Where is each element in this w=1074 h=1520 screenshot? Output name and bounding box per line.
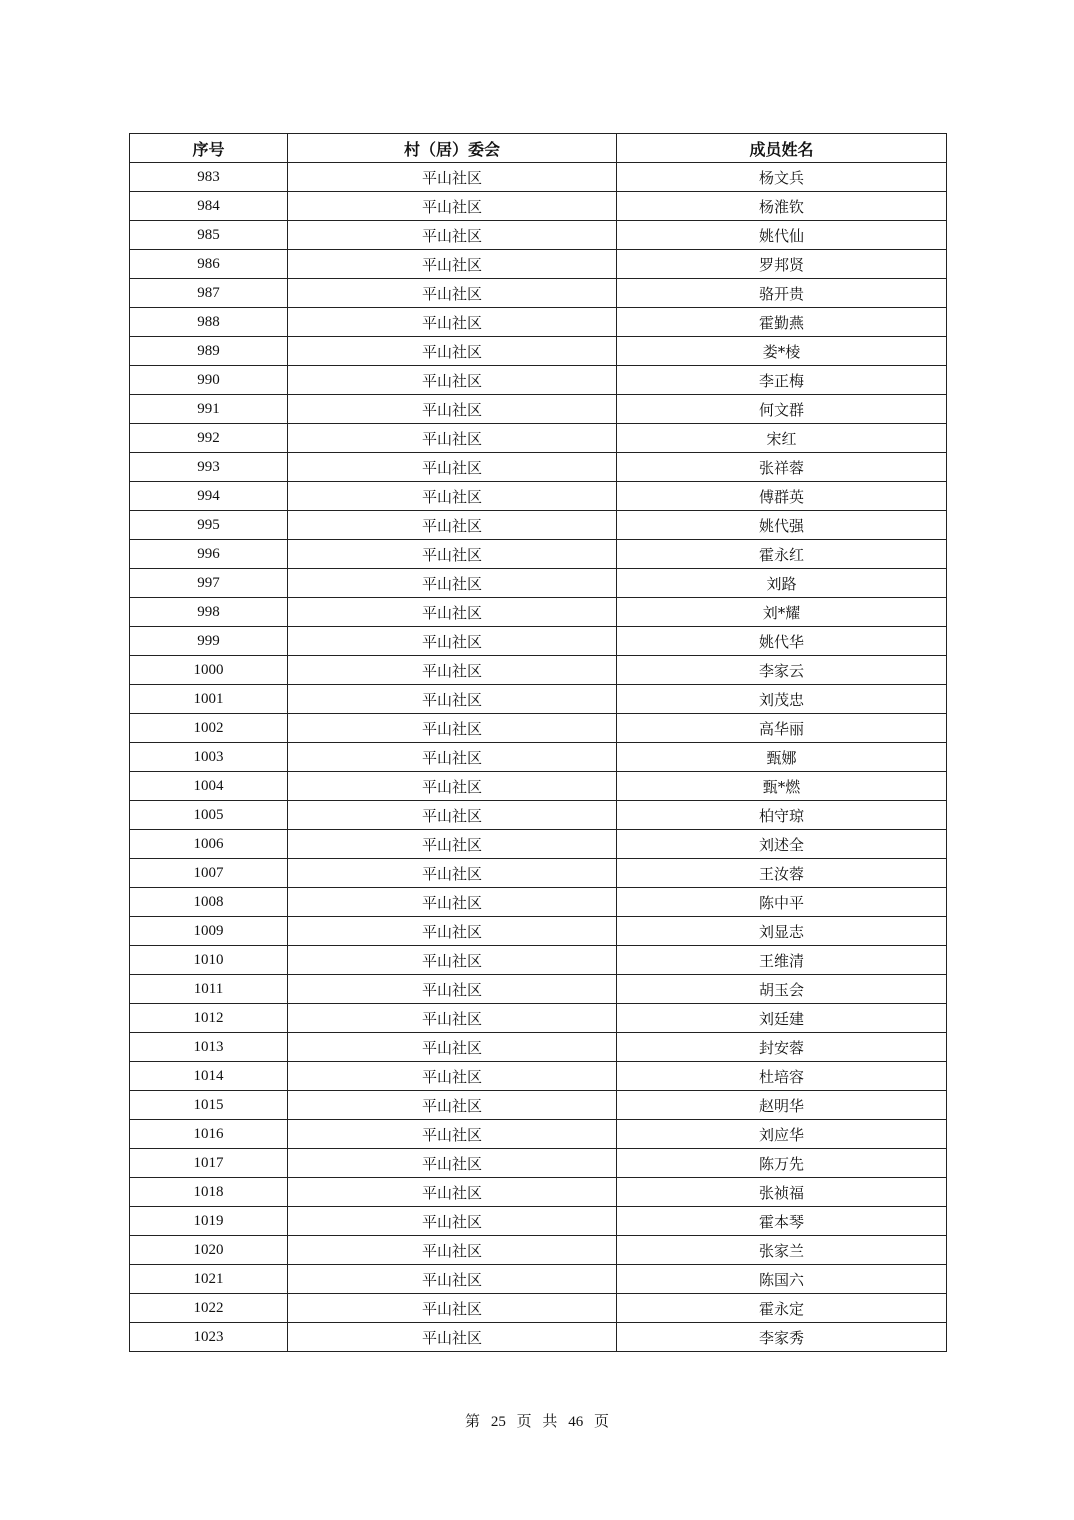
member-name-cell: 李正梅 xyxy=(617,366,947,395)
serial-number-cell: 1019 xyxy=(130,1207,288,1236)
member-name-cell: 娄*棱 xyxy=(617,337,947,366)
committee-cell: 平山社区 xyxy=(288,1236,617,1265)
serial-number-cell: 1003 xyxy=(130,743,288,772)
member-name-cell: 胡玉会 xyxy=(617,975,947,1004)
member-name-cell: 甄娜 xyxy=(617,743,947,772)
table-row xyxy=(130,1236,947,1265)
serial-number-cell: 998 xyxy=(130,598,288,627)
header-committee: 村（居）委会 xyxy=(288,134,617,163)
member-name-cell: 刘显志 xyxy=(617,917,947,946)
table-row xyxy=(130,772,947,801)
committee-cell: 平山社区 xyxy=(288,1265,617,1294)
member-name-cell: 刘*耀 xyxy=(617,598,947,627)
serial-number-cell: 996 xyxy=(130,540,288,569)
footer-total-unit: 页 xyxy=(593,1412,609,1430)
table-row xyxy=(130,337,947,366)
committee-cell: 平山社区 xyxy=(288,1062,617,1091)
serial-number-cell: 997 xyxy=(130,569,288,598)
committee-cell: 平山社区 xyxy=(288,1120,617,1149)
committee-cell: 平山社区 xyxy=(288,395,617,424)
member-name-cell: 王汝蓉 xyxy=(617,859,947,888)
committee-cell: 平山社区 xyxy=(288,366,617,395)
footer-page-number: 25 xyxy=(490,1414,506,1430)
member-name-cell: 刘茂忠 xyxy=(617,685,947,714)
table-row xyxy=(130,250,947,279)
member-name-cell: 何文群 xyxy=(617,395,947,424)
member-name-cell: 霍勤燕 xyxy=(617,308,947,337)
committee-cell: 平山社区 xyxy=(288,1033,617,1062)
serial-number-cell: 1023 xyxy=(130,1323,288,1352)
table-row xyxy=(130,888,947,917)
serial-number-cell: 1020 xyxy=(130,1236,288,1265)
committee-cell: 平山社区 xyxy=(288,424,617,453)
table-row xyxy=(130,1062,947,1091)
member-name-cell: 姚代华 xyxy=(617,627,947,656)
member-name-cell: 傅群英 xyxy=(617,482,947,511)
member-name-cell: 陈国六 xyxy=(617,1265,947,1294)
table-row xyxy=(130,453,947,482)
serial-number-cell: 1015 xyxy=(130,1091,288,1120)
table-row xyxy=(130,540,947,569)
member-name-cell: 刘述全 xyxy=(617,830,947,859)
committee-cell: 平山社区 xyxy=(288,801,617,830)
table-row xyxy=(130,917,947,946)
committee-cell: 平山社区 xyxy=(288,1149,617,1178)
member-name-cell: 姚代强 xyxy=(617,511,947,540)
serial-number-cell: 984 xyxy=(130,192,288,221)
serial-number-cell: 1022 xyxy=(130,1294,288,1323)
serial-number-cell: 1009 xyxy=(130,917,288,946)
committee-cell: 平山社区 xyxy=(288,859,617,888)
committee-cell: 平山社区 xyxy=(288,569,617,598)
table-row xyxy=(130,1004,947,1033)
serial-number-cell: 992 xyxy=(130,424,288,453)
serial-number-cell: 999 xyxy=(130,627,288,656)
member-name-cell: 刘路 xyxy=(617,569,947,598)
table-body xyxy=(130,163,947,1352)
member-name-cell: 柏守琼 xyxy=(617,801,947,830)
header-row xyxy=(130,134,947,163)
member-name-cell: 张祥蓉 xyxy=(617,453,947,482)
table-row xyxy=(130,975,947,1004)
serial-number-cell: 991 xyxy=(130,395,288,424)
member-name-cell: 姚代仙 xyxy=(617,221,947,250)
table-row xyxy=(130,192,947,221)
committee-cell: 平山社区 xyxy=(288,221,617,250)
table-row xyxy=(130,1149,947,1178)
serial-number-cell: 983 xyxy=(130,163,288,192)
table-row xyxy=(130,163,947,192)
committee-cell: 平山社区 xyxy=(288,337,617,366)
serial-number-cell: 1008 xyxy=(130,888,288,917)
table-row xyxy=(130,221,947,250)
serial-number-cell: 1001 xyxy=(130,685,288,714)
committee-cell: 平山社区 xyxy=(288,946,617,975)
serial-number-cell: 995 xyxy=(130,511,288,540)
committee-cell: 平山社区 xyxy=(288,308,617,337)
table-row xyxy=(130,482,947,511)
table-row xyxy=(130,801,947,830)
member-name-cell: 赵明华 xyxy=(617,1091,947,1120)
table-row xyxy=(130,308,947,337)
committee-cell: 平山社区 xyxy=(288,540,617,569)
table-row xyxy=(130,859,947,888)
committee-cell: 平山社区 xyxy=(288,1323,617,1352)
committee-cell: 平山社区 xyxy=(288,453,617,482)
serial-number-cell: 985 xyxy=(130,221,288,250)
serial-number-cell: 1018 xyxy=(130,1178,288,1207)
header-member-name: 成员姓名 xyxy=(617,134,947,163)
serial-number-cell: 1007 xyxy=(130,859,288,888)
table-row xyxy=(130,569,947,598)
serial-number-cell: 1014 xyxy=(130,1062,288,1091)
committee-cell: 平山社区 xyxy=(288,888,617,917)
member-name-cell: 王维清 xyxy=(617,946,947,975)
table-row xyxy=(130,685,947,714)
serial-number-cell: 988 xyxy=(130,308,288,337)
committee-cell: 平山社区 xyxy=(288,192,617,221)
serial-number-cell: 989 xyxy=(130,337,288,366)
member-name-cell: 张祯福 xyxy=(617,1178,947,1207)
table-row xyxy=(130,946,947,975)
serial-number-cell: 1016 xyxy=(130,1120,288,1149)
member-name-cell: 杨文兵 xyxy=(617,163,947,192)
page-footer xyxy=(0,1410,1074,1431)
table-row xyxy=(130,395,947,424)
serial-number-cell: 1012 xyxy=(130,1004,288,1033)
member-name-cell: 李家云 xyxy=(617,656,947,685)
member-name-cell: 刘应华 xyxy=(617,1120,947,1149)
table-row xyxy=(130,511,947,540)
table-header xyxy=(130,134,947,163)
committee-cell: 平山社区 xyxy=(288,1091,617,1120)
table-row xyxy=(130,1033,947,1062)
serial-number-cell: 993 xyxy=(130,453,288,482)
table-row xyxy=(130,1265,947,1294)
committee-cell: 平山社区 xyxy=(288,917,617,946)
table-row xyxy=(130,1323,947,1352)
table-row xyxy=(130,627,947,656)
member-name-cell: 杨淮钦 xyxy=(617,192,947,221)
table-row xyxy=(130,830,947,859)
serial-number-cell: 1017 xyxy=(130,1149,288,1178)
committee-cell: 平山社区 xyxy=(288,772,617,801)
committee-cell: 平山社区 xyxy=(288,511,617,540)
serial-number-cell: 1002 xyxy=(130,714,288,743)
footer-total-label: 共 xyxy=(542,1412,558,1430)
committee-cell: 平山社区 xyxy=(288,714,617,743)
table-row xyxy=(130,424,947,453)
committee-cell: 平山社区 xyxy=(288,250,617,279)
table-row xyxy=(130,714,947,743)
member-name-cell: 霍永红 xyxy=(617,540,947,569)
member-name-cell: 陈万先 xyxy=(617,1149,947,1178)
table-row xyxy=(130,598,947,627)
serial-number-cell: 1021 xyxy=(130,1265,288,1294)
table-row xyxy=(130,1178,947,1207)
serial-number-cell: 986 xyxy=(130,250,288,279)
serial-number-cell: 990 xyxy=(130,366,288,395)
member-name-cell: 张家兰 xyxy=(617,1236,947,1265)
member-name-cell: 李家秀 xyxy=(617,1323,947,1352)
member-name-cell: 罗邦贤 xyxy=(617,250,947,279)
member-name-cell: 甄*燃 xyxy=(617,772,947,801)
committee-cell: 平山社区 xyxy=(288,163,617,192)
member-name-cell: 霍永定 xyxy=(617,1294,947,1323)
table-row xyxy=(130,1091,947,1120)
committee-cell: 平山社区 xyxy=(288,598,617,627)
member-table xyxy=(129,133,947,1352)
committee-cell: 平山社区 xyxy=(288,1294,617,1323)
serial-number-cell: 1011 xyxy=(130,975,288,1004)
table-row xyxy=(130,743,947,772)
serial-number-cell: 987 xyxy=(130,279,288,308)
serial-number-cell: 1000 xyxy=(130,656,288,685)
header-serial-number: 序号 xyxy=(130,134,288,163)
footer-page-unit: 页 xyxy=(516,1412,532,1430)
serial-number-cell: 1013 xyxy=(130,1033,288,1062)
table-row xyxy=(130,279,947,308)
committee-cell: 平山社区 xyxy=(288,975,617,1004)
member-name-cell: 骆开贵 xyxy=(617,279,947,308)
committee-cell: 平山社区 xyxy=(288,1178,617,1207)
member-name-cell: 封安蓉 xyxy=(617,1033,947,1062)
serial-number-cell: 1005 xyxy=(130,801,288,830)
footer-prefix: 第 xyxy=(465,1412,481,1430)
table-row xyxy=(130,366,947,395)
committee-cell: 平山社区 xyxy=(288,830,617,859)
table-row xyxy=(130,1294,947,1323)
member-name-cell: 高华丽 xyxy=(617,714,947,743)
committee-cell: 平山社区 xyxy=(288,656,617,685)
committee-cell: 平山社区 xyxy=(288,685,617,714)
serial-number-cell: 1010 xyxy=(130,946,288,975)
committee-cell: 平山社区 xyxy=(288,1004,617,1033)
committee-cell: 平山社区 xyxy=(288,482,617,511)
footer-total-pages: 46 xyxy=(568,1414,584,1430)
table-row xyxy=(130,656,947,685)
committee-cell: 平山社区 xyxy=(288,1207,617,1236)
member-name-cell: 宋红 xyxy=(617,424,947,453)
member-name-cell: 杜培容 xyxy=(617,1062,947,1091)
member-name-cell: 刘廷建 xyxy=(617,1004,947,1033)
serial-number-cell: 1004 xyxy=(130,772,288,801)
committee-cell: 平山社区 xyxy=(288,743,617,772)
member-name-cell: 陈中平 xyxy=(617,888,947,917)
member-name-cell: 霍本琴 xyxy=(617,1207,947,1236)
committee-cell: 平山社区 xyxy=(288,279,617,308)
table-row xyxy=(130,1120,947,1149)
serial-number-cell: 994 xyxy=(130,482,288,511)
committee-cell: 平山社区 xyxy=(288,627,617,656)
table-row xyxy=(130,1207,947,1236)
serial-number-cell: 1006 xyxy=(130,830,288,859)
